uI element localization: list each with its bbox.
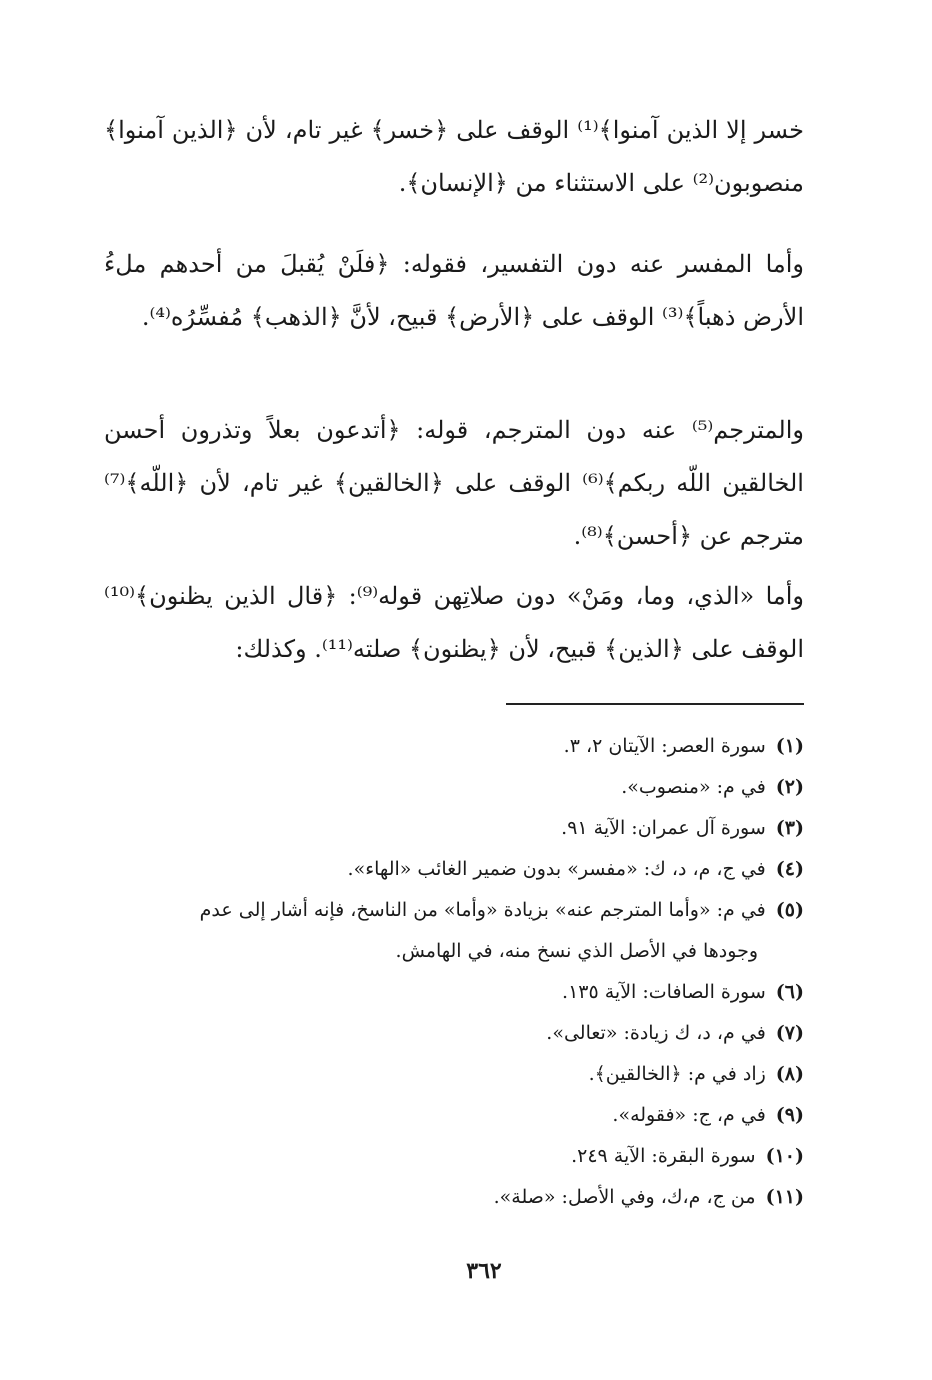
body-paragraph-1: خسر إلا الذين آمنوا﴾⁽¹⁾ الوقف على ﴿خسر﴾ غير تام، لأن ﴿الذين آمنوا﴾ منصوبون⁽²⁾ على الاستثناء من ﴿الإنسان﴾. [104, 116, 805, 197]
footnote-number: (٧) [775, 1022, 804, 1044]
footnote-number: (١٠) [765, 1145, 804, 1167]
footnote-number: (٤) [775, 858, 804, 880]
footnote-text: سورة البقرة: الآية ٢٤٩. [571, 1145, 756, 1167]
page-number: ٣٦٢ [466, 1258, 502, 1284]
footnote-number: (٨) [775, 1063, 804, 1085]
footnote-4 [104, 849, 804, 890]
footnote-text-continuation: وجودها في الأصل الذي نسخ منه، في الهامش. [395, 940, 758, 962]
footnote-number: (١) [775, 735, 804, 757]
body-paragraph-2: وأما المفسر عنه دون التفسير، فقوله: ﴿فلَنْ يُقبلَ من أحدهم ملءُ الأرض ذهباً﴾⁽³⁾ الوقف على ﴿الأرض﴾ قبيح، لأنَّ ﴿الذهب﴾ مُفسِّرُه⁽⁴⁾. [104, 250, 804, 331]
footnote-number: (٦) [775, 981, 804, 1003]
footnote-number: (٥) [775, 899, 804, 921]
footnote-8 [104, 1054, 804, 1095]
footnote-1 [104, 726, 804, 767]
footnote-number: (٩) [775, 1104, 804, 1126]
footnote-separator [506, 703, 804, 705]
footnote-text: سورة العصر: الآيتان ٢، ٣. [563, 735, 766, 757]
footnote-text: سورة الصافات: الآية ١٣٥. [562, 981, 766, 1003]
book-page [104, 0, 804, 1380]
body-paragraph-3: والمترجم⁽⁵⁾ عنه دون المترجم، قوله: ﴿أتدعون بعلاً وتذرون أحسن الخالقين اللّه ربكم﴾⁽⁶⁾ الوقف على ﴿الخالقين﴾ غير تام، لأن ﴿اللّه﴾⁽⁷⁾ مترجم عن ﴿أحسن﴾⁽⁸⁾. [104, 416, 804, 550]
footnote-text: في ج، م، د، ك: «مفسر» بدون ضمير الغائب «الهاء». [347, 858, 766, 880]
footnote-number: (٣) [775, 817, 804, 839]
footnote-text: في م، ج: «فقوله». [612, 1104, 766, 1126]
footnote-5 [104, 890, 804, 972]
footnote-number: (١١) [765, 1186, 804, 1208]
footnote-text: في م، د، ك زيادة: «تعالى». [546, 1022, 766, 1044]
footnote-text: سورة آل عمران: الآية ٩١. [561, 817, 766, 839]
footnote-text: في م: «منصوب». [621, 776, 766, 798]
body-paragraph-4: وأما «الذي، وما، ومَنْ» دون صلاتِهن قوله⁽⁹⁾: ﴿قال الذين يظنون﴾⁽¹⁰⁾ الوقف على ﴿الذين﴾ قبيح، لأن ﴿يظنون﴾ صلته⁽¹¹⁾. وكذلك: [104, 582, 804, 663]
footnote-2 [104, 767, 804, 808]
footnote-9 [104, 1095, 804, 1136]
footnote-text: في م: «وأما المترجم عنه» بزيادة «وأما» من الناسخ، فإنه أشار إلى عدم [199, 899, 766, 921]
footnote-3 [104, 808, 804, 849]
footnote-6 [104, 972, 804, 1013]
footnote-number: (٢) [775, 776, 804, 798]
footnote-10 [104, 1136, 804, 1177]
footnotes-list [104, 726, 804, 1218]
footnote-11 [104, 1177, 804, 1218]
footnote-7 [104, 1013, 804, 1054]
footnote-text: زاد في م: ﴿الخالقين﴾. [588, 1063, 766, 1085]
footnote-text: من ج، م،ك، وفي الأصل: «صلة». [493, 1186, 756, 1208]
